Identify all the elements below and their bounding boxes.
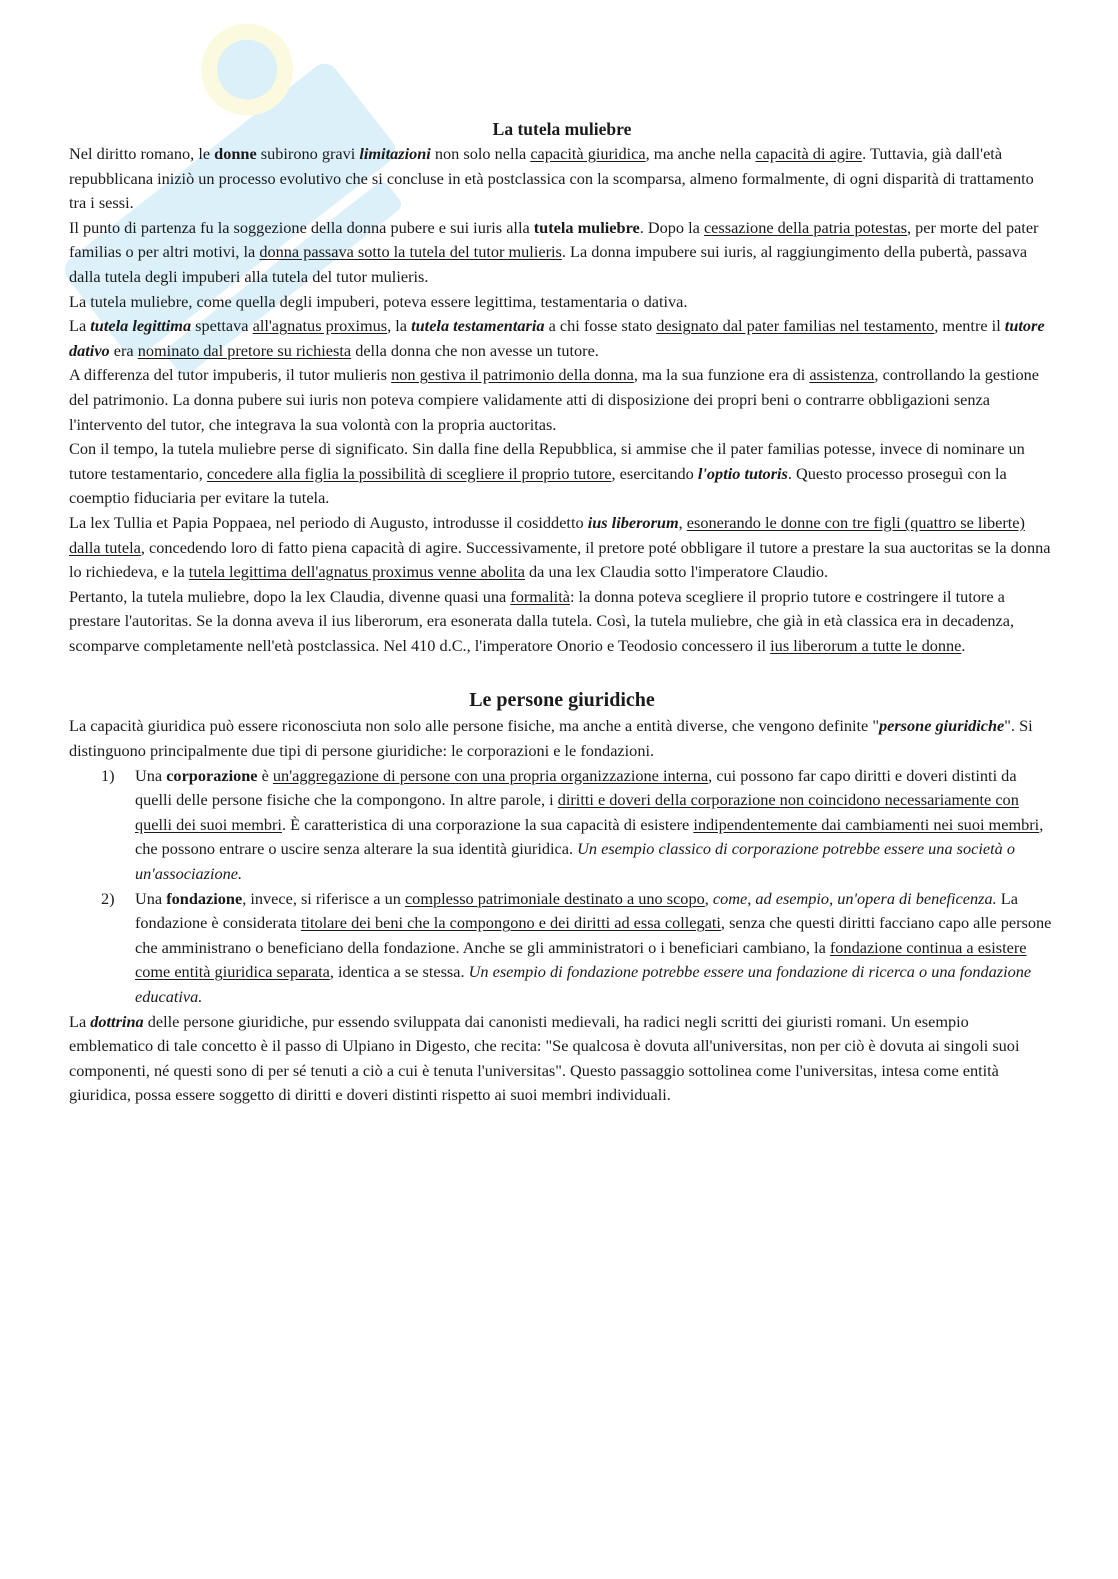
paragraph: Il punto di partenza fu la soggezione della donna pubere e sui iuris alla tutela muliebre. Dopo la cessazione della patria potestas, per morte del pater familias o per altri motivi, la donna passava sotto la tutela del tutor mulieris. La donna impubere sui iuris, al raggiungimento della pubertà, passava dalla tutela degli impuberi alla tutela del tutor mulieris. (69, 217, 1039, 286)
paragraph: La tutela legittima spettava all'agnatus proximus, la tutela testamentaria a chi fosse stato designato dal pater familias nel testamento, mentre il tutore dativo era nominato dal pretore su richiesta della donna che non avesse un tutore. (69, 316, 1045, 360)
paragraph: La lex Tullia et Papia Poppaea, nel periodo di Augusto, introdusse il cosiddetto ius liberorum, esonerando le donne con tre figli (quattro se liberte) dalla tutela, concedendo loro di fatto piena capacità di agire. Successivamente, il pretore poté obbligare il tutore a prestare la sua auctoritas se la donna lo richiedeva, e la tutela legittima dell'agnatus proximus venne abolita da una lex Claudia sotto l'imperatore Claudio. (69, 512, 1051, 582)
paragraph: Pertanto, la tutela muliebre, dopo la lex Claudia, divenne quasi una formalità: la donna poteva scegliere il proprio tutore e costringere il tutore a prestare l'autoritas. Se la donna aveva il ius liberorum, era esonerata dalla tutela. Così, la tutela muliebre, che già in età classica era in decadenza, scomparve completamente nell'età postclassica. Nel 410 d.C., l'imperatore Onorio e Teodosio concessero il ius liberorum a tutte le donne. (69, 586, 1015, 655)
list-item: 2) Una fondazione, invece, si riferisce a un complesso patrimoniale destinato a uno scopo, come, ad esempio, un'opera di beneficenza. La fondazione è considerata titolare dei beni che la compongono e dei diritti ad essa collegati, senza che questi diritti facciano capo alle persone che amministrano o beneficiano della fondazione. Anche se gli amministratori o i beneficiari cambiano, la fondazione continua a esistere come entità giuridica separata, identica a se stessa. Un esempio di fondazione potrebbe essere una fondazione di ricerca o una fondazione educativa. (101, 888, 1052, 1006)
list-item: 1) Una corporazione è un'aggregazione di persone con una propria organizzazione interna, cui possono far capo diritti e doveri distinti da quelli delle persone fisiche che la compongono. In altre parole, i diritti e doveri della corporazione non coincidono necessariamente con quelli dei suoi membri. È caratteristica di una corporazione la sua capacità di esistere indipendentemente dai cambiamenti nei suoi membri, che possono entrare o uscire senza alterare la sua identità giuridica. Un esempio classico di corporazione potrebbe essere una società o un'associazione. (101, 765, 1044, 884)
paragraph: La tutela muliebre, come quella degli impuberi, poteva essere legittima, testamentaria o dativa. (69, 291, 688, 311)
paragraph: A differenza del tutor impuberis, il tutor mulieris non gestiva il patrimonio della donna, ma la sua funzione era di assistenza, controllando la gestione del patrimonio. La donna pubere sui iuris non poteva compiere validamente atti di disposizione dei propri beni o contrarre obbligazioni senza l'intervento del tutor, che integrava la sua volontà con la propria auctoritas. (69, 365, 1039, 434)
numbered-list (69, 764, 1055, 1010)
paragraph: La capacità giuridica può essere riconosciuta non solo alle persone fisiche, ma anche a entità diverse, che vengono definite "persone giuridiche". Si distinguono principalmente due tipi di persone giuridiche: le corporazioni e le fondazioni. (69, 716, 1033, 761)
section-title-persone-giuridiche: Le persone giuridiche (469, 689, 655, 712)
paragraph: Nel diritto romano, le donne subirono gravi limitazioni non solo nella capacità giuridica, ma anche nella capacità di agire. Tuttavia, già dall'età repubblicana iniziò un processo evolutivo che si concluse in età postclassica con la scomparsa, almeno formalmente, di ogni disparità di trattamento tra i sessi. (69, 144, 1034, 213)
paragraph: La dottrina delle persone giuridiche, pur essendo sviluppata dai canonisti medievali, ha radici negli scritti dei giuristi romani. Un esempio emblematico di tale concetto è il passo di Ulpiano in Digesto, che recita: "Se qualcosa è dovuta all'universitas, non per ciò è dovuta ai singoli suoi componenti, né questi sono di per sé tenuti a ciò a cui è tenuta l'universitas". Questo passaggio sottolinea come l'universitas, intesa come entità giuridica, possa essere soggetto di diritti e doveri distinti rispetto ai suoi membri individuali. (69, 1011, 1020, 1105)
paragraph: Con il tempo, la tutela muliebre perse di significato. Sin dalla fine della Repubblica, si ammise che il pater familias potesse, invece di nominare un tutore testamentario, concedere alla figlia la possibilità di scegliere il proprio tutore, esercitando l'optio tutoris. Questo processo proseguì con la coemptio fiduciaria per evitare la tutela. (69, 439, 1025, 508)
document-page (69, 116, 1055, 1108)
section-title-tutela: La tutela muliebre (492, 119, 632, 139)
